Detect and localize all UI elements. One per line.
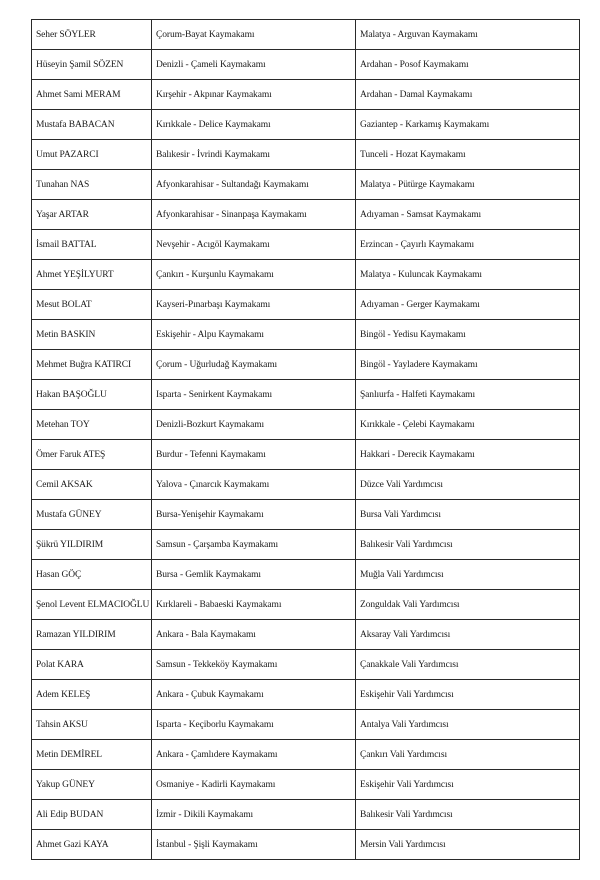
new-post-cell: Tunceli - Hozat Kaymakamı	[356, 140, 580, 170]
table-row	[32, 590, 580, 620]
new-post-cell: Balıkesir Vali Yardımcısı	[356, 530, 580, 560]
current-post-cell: Bursa-Yenişehir Kaymakamı	[152, 500, 356, 530]
name-cell: Şenol Levent ELMACIOĞLU	[32, 590, 152, 620]
name-cell: Yaşar ARTAR	[32, 200, 152, 230]
new-post-cell: Bingöl - Yedisu Kaymakamı	[356, 320, 580, 350]
current-post-cell: Eskişehir - Alpu Kaymakamı	[152, 320, 356, 350]
appointments-table	[31, 19, 580, 860]
name-cell: Ramazan YILDIRIM	[32, 620, 152, 650]
new-post-cell: Malatya - Pütürge Kaymakamı	[356, 170, 580, 200]
current-post-cell: Kırklareli - Babaeski Kaymakamı	[152, 590, 356, 620]
name-cell: Polat KARA	[32, 650, 152, 680]
name-cell: İsmail BATTAL	[32, 230, 152, 260]
new-post-cell: Muğla Vali Yardımcısı	[356, 560, 580, 590]
name-cell: Seher SÖYLER	[32, 20, 152, 50]
new-post-cell: Adıyaman - Gerger Kaymakamı	[356, 290, 580, 320]
new-post-cell: Malatya - Kuluncak Kaymakamı	[356, 260, 580, 290]
current-post-cell: Denizli-Bozkurt Kaymakamı	[152, 410, 356, 440]
table-row	[32, 800, 580, 830]
name-cell: Ömer Faruk ATEŞ	[32, 440, 152, 470]
table-row	[32, 140, 580, 170]
current-post-cell: Yalova - Çınarcık Kaymakamı	[152, 470, 356, 500]
table-row	[32, 380, 580, 410]
table-row	[32, 530, 580, 560]
name-cell: Cemil AKSAK	[32, 470, 152, 500]
current-post-cell: Kayseri-Pınarbaşı Kaymakamı	[152, 290, 356, 320]
name-cell: Yakup GÜNEY	[32, 770, 152, 800]
name-cell: Mustafa GÜNEY	[32, 500, 152, 530]
name-cell: Ahmet YEŞİLYURT	[32, 260, 152, 290]
table-row	[32, 620, 580, 650]
appointments-table-body	[32, 20, 580, 860]
name-cell: Ahmet Gazi KAYA	[32, 830, 152, 860]
current-post-cell: Balıkesir - İvrindi Kaymakamı	[152, 140, 356, 170]
new-post-cell: Bingöl - Yayladere Kaymakamı	[356, 350, 580, 380]
current-post-cell: Denizli - Çameli Kaymakamı	[152, 50, 356, 80]
current-post-cell: Isparta - Keçiborlu Kaymakamı	[152, 710, 356, 740]
new-post-cell: Balıkesir Vali Yardımcısı	[356, 800, 580, 830]
name-cell: Tunahan NAS	[32, 170, 152, 200]
current-post-cell: Isparta - Senirkent Kaymakamı	[152, 380, 356, 410]
name-cell: Umut PAZARCI	[32, 140, 152, 170]
table-row	[32, 260, 580, 290]
new-post-cell: Malatya - Arguvan Kaymakamı	[356, 20, 580, 50]
table-row	[32, 170, 580, 200]
current-post-cell: Osmaniye - Kadirli Kaymakamı	[152, 770, 356, 800]
table-row	[32, 680, 580, 710]
name-cell: Hüseyin Şamil SÖZEN	[32, 50, 152, 80]
new-post-cell: Düzce Vali Yardımcısı	[356, 470, 580, 500]
name-cell: Tahsin AKSU	[32, 710, 152, 740]
table-row	[32, 320, 580, 350]
new-post-cell: Ardahan - Posof Kaymakamı	[356, 50, 580, 80]
new-post-cell: Erzincan - Çayırlı Kaymakamı	[356, 230, 580, 260]
current-post-cell: Burdur - Tefenni Kaymakamı	[152, 440, 356, 470]
table-row	[32, 560, 580, 590]
table-row	[32, 110, 580, 140]
table-row	[32, 410, 580, 440]
table-row	[32, 440, 580, 470]
current-post-cell: Samsun - Tekkeköy Kaymakamı	[152, 650, 356, 680]
current-post-cell: Kırıkkale - Delice Kaymakamı	[152, 110, 356, 140]
table-row	[32, 200, 580, 230]
new-post-cell: Antalya Vali Yardımcısı	[356, 710, 580, 740]
table-row	[32, 470, 580, 500]
new-post-cell: Bursa Vali Yardımcısı	[356, 500, 580, 530]
new-post-cell: Aksaray Vali Yardımcısı	[356, 620, 580, 650]
table-row	[32, 50, 580, 80]
current-post-cell: Ankara - Bala Kaymakamı	[152, 620, 356, 650]
new-post-cell: Çankırı Vali Yardımcısı	[356, 740, 580, 770]
current-post-cell: Çorum-Bayat Kaymakamı	[152, 20, 356, 50]
table-row	[32, 650, 580, 680]
name-cell: Metehan TOY	[32, 410, 152, 440]
name-cell: Hasan GÖÇ	[32, 560, 152, 590]
current-post-cell: Bursa - Gemlik Kaymakamı	[152, 560, 356, 590]
new-post-cell: Çanakkale Vali Yardımcısı	[356, 650, 580, 680]
current-post-cell: Nevşehir - Acıgöl Kaymakamı	[152, 230, 356, 260]
table-row	[32, 770, 580, 800]
current-post-cell: Afyonkarahisar - Sultandağı Kaymakamı	[152, 170, 356, 200]
table-row	[32, 80, 580, 110]
new-post-cell: Mersin Vali Yardımcısı	[356, 830, 580, 860]
current-post-cell: İzmir - Dikili Kaymakamı	[152, 800, 356, 830]
name-cell: Adem KELEŞ	[32, 680, 152, 710]
new-post-cell: Gaziantep - Karkamış Kaymakamı	[356, 110, 580, 140]
name-cell: Metin DEMİREL	[32, 740, 152, 770]
new-post-cell: Adıyaman - Samsat Kaymakamı	[356, 200, 580, 230]
current-post-cell: Ankara - Çamlıdere Kaymakamı	[152, 740, 356, 770]
name-cell: Mesut BOLAT	[32, 290, 152, 320]
current-post-cell: İstanbul - Şişli Kaymakamı	[152, 830, 356, 860]
new-post-cell: Eskişehir Vali Yardımcısı	[356, 770, 580, 800]
current-post-cell: Çankırı - Kurşunlu Kaymakamı	[152, 260, 356, 290]
current-post-cell: Ankara - Çubuk Kaymakamı	[152, 680, 356, 710]
new-post-cell: Eskişehir Vali Yardımcısı	[356, 680, 580, 710]
new-post-cell: Zonguldak Vali Yardımcısı	[356, 590, 580, 620]
table-row	[32, 290, 580, 320]
name-cell: Metin BASKIN	[32, 320, 152, 350]
name-cell: Hakan BAŞOĞLU	[32, 380, 152, 410]
new-post-cell: Şanlıurfa - Halfeti Kaymakamı	[356, 380, 580, 410]
name-cell: Ali Edip BUDAN	[32, 800, 152, 830]
new-post-cell: Ardahan - Damal Kaymakamı	[356, 80, 580, 110]
name-cell: Mustafa BABACAN	[32, 110, 152, 140]
new-post-cell: Kırıkkale - Çelebi Kaymakamı	[356, 410, 580, 440]
name-cell: Şükrü YILDIRIM	[32, 530, 152, 560]
current-post-cell: Afyonkarahisar - Sinanpaşa Kaymakamı	[152, 200, 356, 230]
name-cell: Ahmet Sami MERAM	[32, 80, 152, 110]
table-row	[32, 20, 580, 50]
name-cell: Mehmet Buğra KATIRCI	[32, 350, 152, 380]
table-row	[32, 500, 580, 530]
table-row	[32, 740, 580, 770]
table-row	[32, 350, 580, 380]
table-row	[32, 710, 580, 740]
current-post-cell: Samsun - Çarşamba Kaymakamı	[152, 530, 356, 560]
table-row	[32, 830, 580, 860]
table-row	[32, 230, 580, 260]
current-post-cell: Çorum - Uğurludağ Kaymakamı	[152, 350, 356, 380]
new-post-cell: Hakkari - Derecik Kaymakamı	[356, 440, 580, 470]
current-post-cell: Kırşehir - Akpınar Kaymakamı	[152, 80, 356, 110]
